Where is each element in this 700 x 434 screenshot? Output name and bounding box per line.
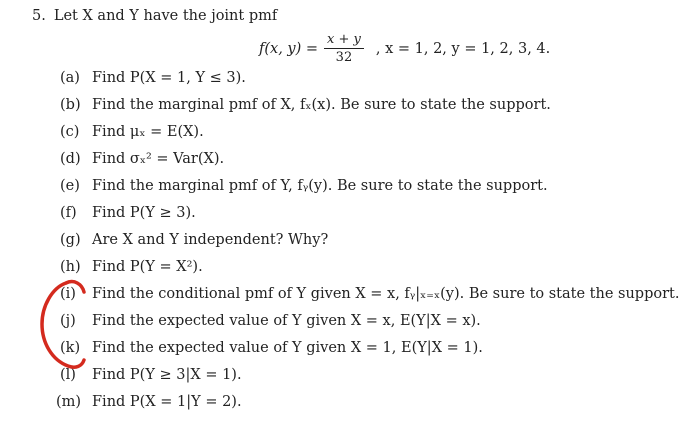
part-j	[60, 313, 481, 329]
part-text: Are X and Y independent? Why?	[92, 232, 329, 248]
formula-domain: , x = 1, 2, y = 1, 2, 3, 4.	[375, 40, 551, 57]
part-g	[60, 232, 328, 248]
part-i	[60, 286, 679, 302]
part-label: (m)	[56, 394, 82, 410]
formula-numerator: x + y	[324, 32, 364, 49]
part-label: (g)	[60, 232, 81, 248]
part-label: (a)	[60, 70, 80, 86]
part-label: (l)	[60, 367, 76, 383]
part-a	[60, 70, 246, 86]
part-h	[60, 259, 203, 275]
part-text: Find the marginal pmf of X, fₓ(x). Be sure to state the support.	[92, 97, 551, 113]
formula-lhs: f(x, y) =	[259, 40, 319, 57]
part-label: (f)	[60, 205, 77, 221]
part-label: (b)	[60, 97, 81, 113]
part-text: Find μₓ = E(X).	[92, 124, 204, 140]
part-k	[60, 340, 483, 356]
part-e	[60, 178, 548, 194]
part-text: Find the expected value of Y given X = x, E(Y|X = x).	[92, 313, 481, 329]
part-label: (e)	[60, 178, 80, 194]
problem-statement: Let X and Y have the joint pmf	[53, 8, 278, 24]
part-l	[60, 367, 242, 383]
part-text: Find P(X = 1|Y = 2).	[92, 394, 242, 410]
problem-number: 5.	[32, 8, 46, 24]
formula-denominator: 32	[335, 50, 353, 65]
part-label: (j)	[60, 313, 76, 329]
part-label: (d)	[60, 151, 81, 167]
part-text: Find P(X = 1, Y ≤ 3).	[92, 70, 246, 86]
part-text: Find σₓ² = Var(X).	[92, 151, 225, 167]
part-label: (h)	[60, 259, 81, 275]
part-d	[60, 151, 224, 167]
part-label: (i)	[60, 286, 76, 302]
part-text: Find P(Y ≥ 3).	[92, 205, 196, 221]
part-text: Find the marginal pmf of Y, fᵧ(y). Be sure to state the support.	[92, 178, 548, 194]
part-text: Find the expected value of Y given X = 1, E(Y|X = 1).	[92, 340, 483, 356]
part-f	[60, 205, 196, 221]
part-c	[60, 124, 204, 140]
part-m	[56, 394, 242, 410]
part-label: (k)	[60, 340, 81, 356]
part-label: (c)	[60, 124, 80, 140]
part-text: Find P(Y = X²).	[92, 259, 203, 275]
part-text: Find the conditional pmf of Y given X = x, fᵧ|ₓ₌ₓ(y). Be sure to state the support.	[92, 286, 680, 302]
part-b	[60, 97, 551, 113]
part-text: Find P(Y ≥ 3|X = 1).	[92, 367, 242, 383]
